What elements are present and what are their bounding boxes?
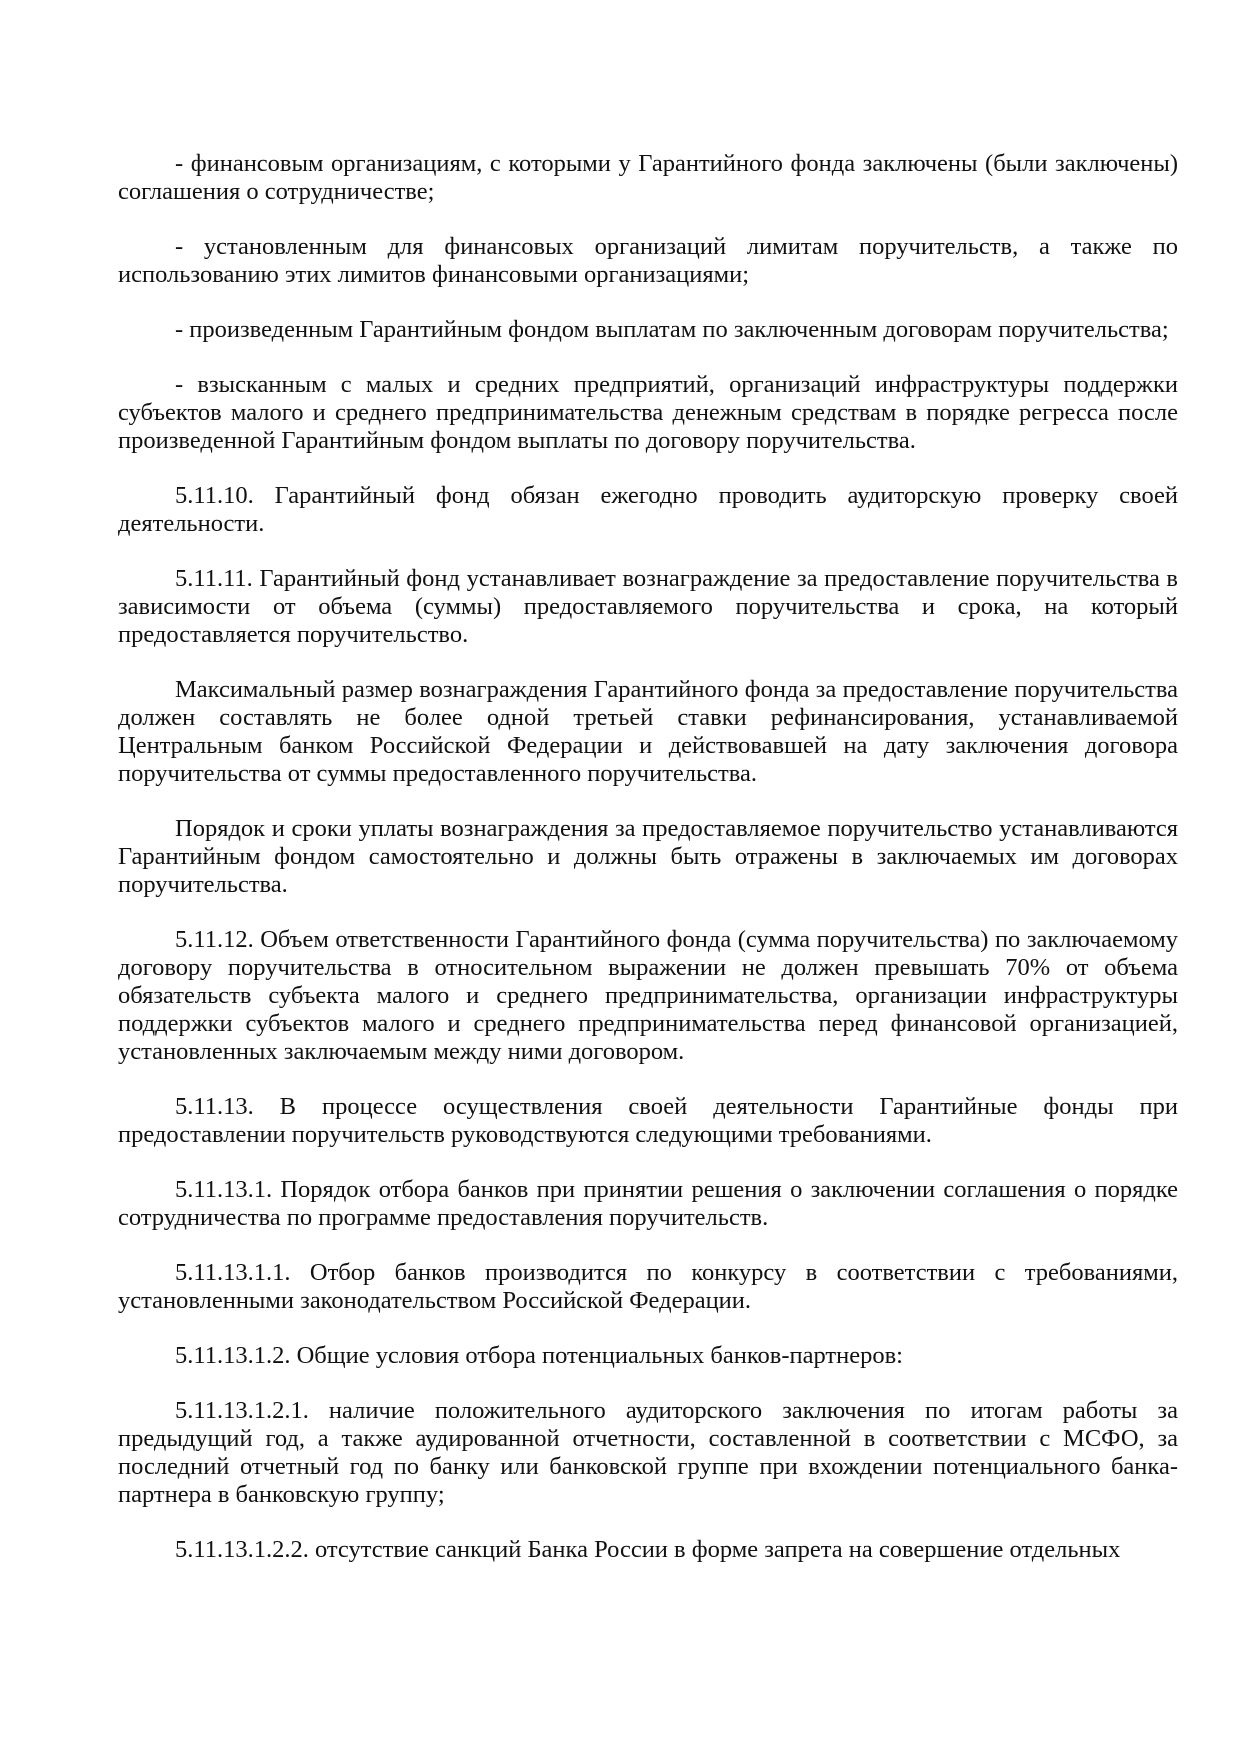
paragraph: Порядок и сроки уплаты вознаграждения за предоставляемое поручительство устанавливаются Гарантийным фондом самостоятельно и должны быть отражены в заключаемых им договорах поручительства.: [118, 815, 1178, 898]
paragraph: - произведенным Гарантийным фондом выплатам по заключенным договорам поручительства;: [175, 316, 1169, 343]
paragraph: Максимальный размер вознаграждения Гарантийного фонда за предоставление поручительства должен составлять не более одной третьей ставки рефинансирования, устанавливаемой Центральным банком Российской Федерации и действовавшей на дату заключения договора поручительства от суммы предоставленного поручительства.: [118, 676, 1178, 787]
paragraph: - установленным для финансовых организаций лимитам поручительств, а также по использованию этих лимитов финансовыми организациями;: [118, 233, 1178, 288]
paragraph: 5.11.12. Объем ответственности Гарантийного фонда (сумма поручительства) по заключаемому договору поручительства в относительном выражении не должен превышать 70% от объема обязательств субъекта малого и среднего предпринимательства, организации инфраструктуры поддержки субъектов малого и среднего предпринимательства перед финансовой организацией, установленных заключаемым между ними договором.: [118, 926, 1178, 1065]
paragraph: 5.11.11. Гарантийный фонд устанавливает вознаграждение за предоставление поручительства в зависимости от объема (суммы) предоставляемого поручительства и срока, на который предоставляется поручительство.: [118, 565, 1178, 648]
paragraph: 5.11.13. В процессе осуществления своей деятельности Гарантийные фонды при предоставлении поручительств руководствуются следующими требованиями.: [118, 1093, 1178, 1148]
paragraph: - взысканным с малых и средних предприятий, организаций инфраструктуры поддержки субъектов малого и среднего предпринимательства денежным средствам в порядке регресса после произведенной Гарантийным фондом выплаты по договору поручительства.: [118, 371, 1178, 454]
paragraph: 5.11.13.1.1. Отбор банков производится по конкурсу в соответствии с требованиями, установленными законодательством Российской Федерации.: [118, 1259, 1178, 1314]
paragraph: 5.11.13.1.2.1. наличие положительного аудиторского заключения по итогам работы за предыдущий год, а также аудированной отчетности, составленной в соответствии с МСФО, за последний отчетный год по банку или банковской группе при вхождении потенциального банка-партнера в банковскую группу;: [118, 1397, 1178, 1508]
paragraph: 5.11.10. Гарантийный фонд обязан ежегодно проводить аудиторскую проверку своей деятельности.: [118, 482, 1178, 537]
paragraph: 5.11.13.1.2. Общие условия отбора потенциальных банков-партнеров:: [175, 1342, 903, 1369]
document-page: [118, 150, 1178, 1591]
paragraph: 5.11.13.1. Порядок отбора банков при принятии решения о заключении соглашения о порядке сотрудничества по программе предоставления поручительств.: [118, 1176, 1178, 1231]
paragraph: - финансовым организациям, с которыми у Гарантийного фонда заключены (были заключены) соглашения о сотрудничестве;: [118, 150, 1178, 205]
paragraph: 5.11.13.1.2.2. отсутствие санкций Банка России в форме запрета на совершение отдельных: [175, 1536, 1121, 1563]
